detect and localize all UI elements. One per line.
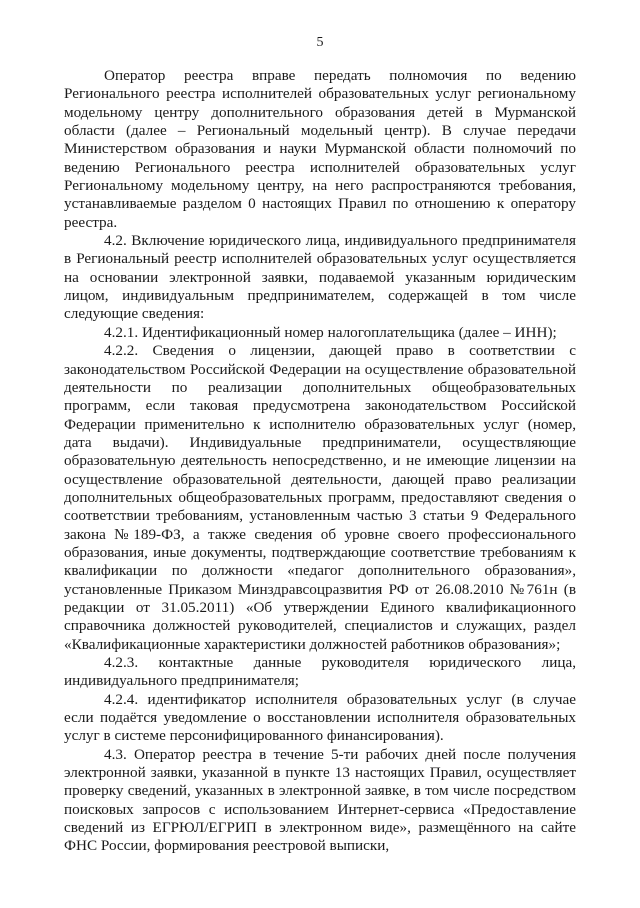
body-text <box>64 67 576 856</box>
paragraph-operator-delegation: Оператор реестра вправе передать полномочия по ведению Регионального реестра исполнителей образовательных услуг региональному модельному центру дополнительного образования детей в Мурманской области (далее – Региональный модельный центр). В случае передачи Министерством образования и науки Мурманской области полномочий по ведению Регионального реестра исполнителей образовательных услуг Региональному модельному центру, на него распространяются требования, устанавливаемые разделом 0 настоящих Правил по отношению к оператору реестра. <box>64 67 576 231</box>
paragraph-4-2-2: 4.2.2. Сведения о лицензии, дающей право в соответствии с законодательством Российской Федерации на осуществление образовательной деятельности по реализации дополнительных общеобразовательных программ, если таковая предусмотрена законодательством Российской Федерации применительно к исполнителю образовательных услуг (номер, дата выдачи). Индивидуальные предприниматели, осуществляющие образовательную деятельность непосредственно, и не имеющие лицензии на осуществление образовательной деятельности, дающей право реализации дополнительных общеобразовательных программ, предоставляют сведения о соответствии требованиям, установленным частью 3 статьи 9 Федерального закона №189-ФЗ, а также сведения об уровне своего профессионального образования, иные документы, подтверждающие соответствие требованиям к квалификации по должности «педагог дополнительного образования», установленные Приказом Минздравсоцразвития РФ от 26.08.2010 №761н (в редакции от 31.05.2011) «Об утверждении Единого квалификационного справочника должностей руководителей, специалистов и служащих, раздел «Квалификационные характеристики должностей работников образования»; <box>64 342 576 653</box>
paragraph-4-2-3: 4.2.3. контактные данные руководителя юридического лица, индивидуального предпринимателя; <box>64 654 576 690</box>
paragraph-4-2-4: 4.2.4. идентификатор исполнителя образовательных услуг (в случае если подаётся уведомление о восстановлении исполнителя образовательных услуг в системе персонифицированного финансирования). <box>64 690 576 745</box>
page-number: 5 <box>316 35 324 50</box>
paragraph-4-2: 4.2. Включение юридического лица, индивидуального предпринимателя в Региональный реестр исполнителей образовательных услуг осуществляется на основании электронной заявки, подаваемой указанным юридическим лицом, индивидуальным предпринимателем, содержащей в том числе следующие сведения: <box>64 232 576 323</box>
paragraph-4-2-1: 4.2.1. Идентификационный номер налогоплательщика (далее – ИНН); <box>104 323 557 341</box>
paragraph-4-3: 4.3. Оператор реестра в течение 5-ти рабочих дней после получения электронной заявки, указанной в пункте 13 настоящих Правил, осуществляет проверку сведений, указанных в электронной заявке, в том числе посредством поисковых запросов с использованием Интернет-сервиса «Предоставление сведений из ЕГРЮЛ/ЕГРИП в электронном виде», размещённого на сайте ФНС России, формирования реестровой выписки, <box>64 745 576 855</box>
